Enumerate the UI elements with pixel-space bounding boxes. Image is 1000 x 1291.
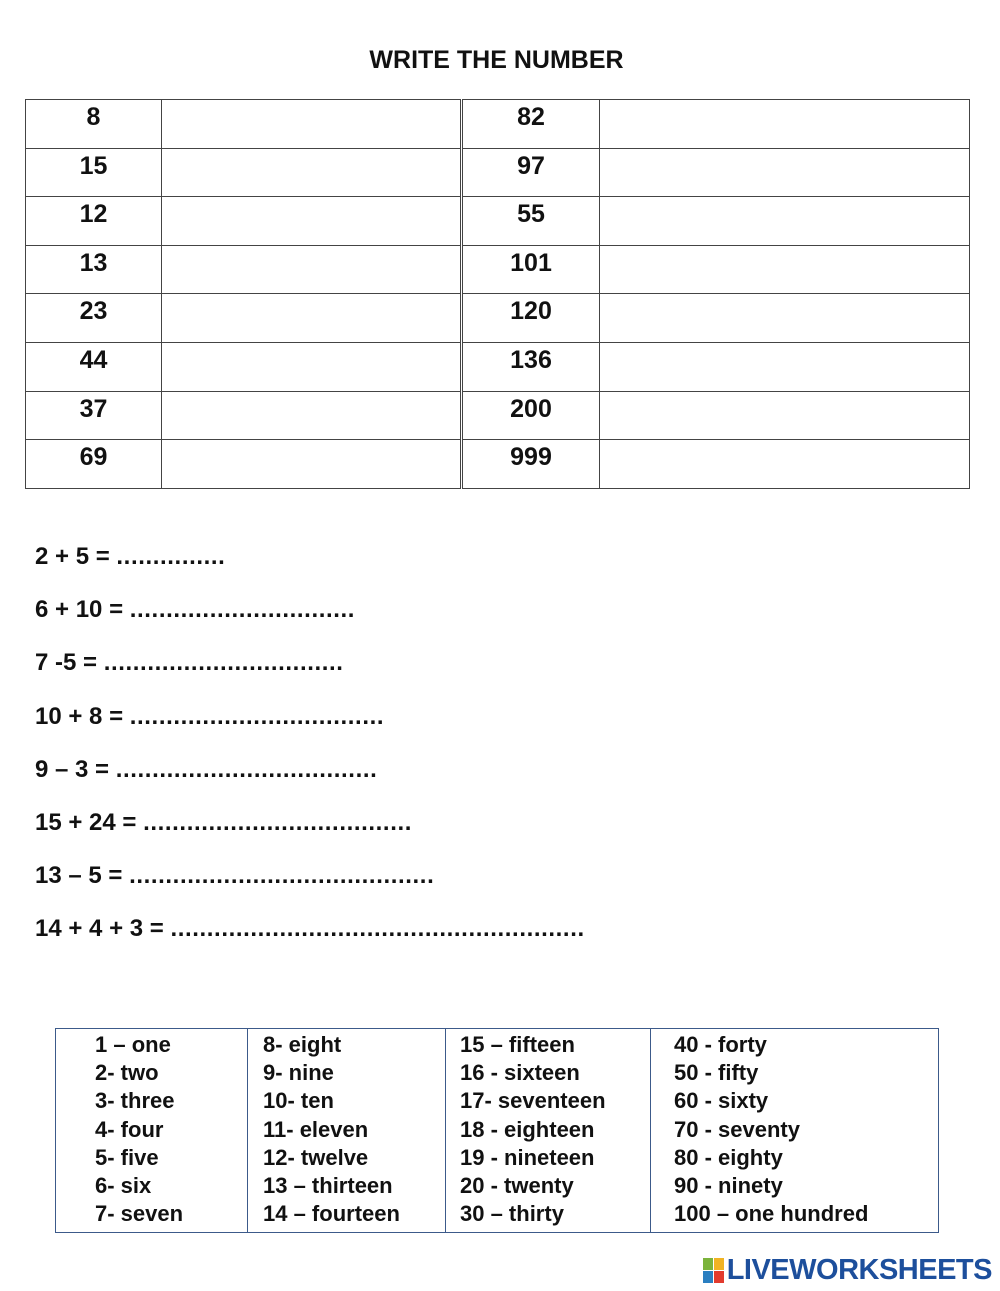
table-row bbox=[26, 100, 461, 149]
number-cell: 101 bbox=[463, 245, 600, 294]
number-cell: 13 bbox=[26, 245, 162, 294]
table-row bbox=[26, 245, 461, 294]
number-cell: 136 bbox=[463, 342, 600, 391]
table-row bbox=[463, 440, 970, 489]
answer-cell[interactable] bbox=[162, 100, 461, 149]
reference-item: 15 – fifteen bbox=[460, 1032, 575, 1057]
equation bbox=[35, 649, 585, 702]
reference-item: 13 – thirteen bbox=[263, 1173, 393, 1199]
equation bbox=[35, 756, 585, 809]
reference-item: 80 - eighty bbox=[674, 1144, 783, 1170]
equation bbox=[35, 703, 585, 756]
reference-column bbox=[651, 1029, 939, 1233]
answer-cell[interactable] bbox=[162, 294, 461, 343]
reference-item: 40 - forty bbox=[674, 1032, 767, 1057]
reference-item: 16 - sixteen bbox=[460, 1060, 580, 1086]
logo-text: LIVEWORKSHEETS bbox=[726, 1254, 992, 1286]
answer-cell[interactable] bbox=[600, 148, 970, 197]
answer-cell[interactable] bbox=[600, 342, 970, 391]
reference-column bbox=[446, 1029, 651, 1233]
equation bbox=[35, 596, 585, 649]
number-cell: 120 bbox=[463, 294, 600, 343]
reference-item: 8- eight bbox=[263, 1032, 342, 1057]
number-cell: 8 bbox=[26, 100, 162, 149]
answer-cell[interactable] bbox=[600, 391, 970, 440]
number-cell: 200 bbox=[463, 391, 600, 440]
table-row bbox=[26, 342, 461, 391]
reference-item: 12- twelve bbox=[263, 1144, 369, 1170]
answer-cell[interactable] bbox=[600, 197, 970, 246]
number-words-reference bbox=[55, 1028, 939, 1233]
equation-expression: 14 + 4 + 3 = bbox=[35, 915, 171, 943]
answer-cell[interactable] bbox=[162, 197, 461, 246]
reference-item: 50 - fifty bbox=[674, 1060, 759, 1086]
reference-item: 5- five bbox=[95, 1144, 159, 1170]
number-cell: 12 bbox=[26, 197, 162, 246]
number-cell: 999 bbox=[463, 440, 600, 489]
answer-cell[interactable] bbox=[162, 342, 461, 391]
answer-cell[interactable] bbox=[600, 294, 970, 343]
reference-item: 60 - sixty bbox=[674, 1088, 769, 1114]
reference-item: 19 - nineteen bbox=[460, 1144, 595, 1170]
reference-item: 20 - twenty bbox=[460, 1173, 574, 1199]
table-row bbox=[26, 197, 461, 246]
reference-item: 1 – one bbox=[95, 1032, 171, 1057]
reference-item: 10- ten bbox=[263, 1088, 334, 1114]
equation-expression: 6 + 10 = bbox=[35, 596, 130, 624]
table-row bbox=[463, 245, 970, 294]
answer-cell[interactable] bbox=[162, 440, 461, 489]
reference-item: 4- four bbox=[95, 1116, 164, 1142]
table-row bbox=[26, 391, 461, 440]
equation-expression: 7 -5 = bbox=[35, 649, 104, 677]
equation-expression: 13 – 5 = bbox=[35, 862, 130, 890]
reference-column bbox=[56, 1029, 248, 1233]
answer-cell[interactable] bbox=[600, 245, 970, 294]
answer-cell[interactable] bbox=[162, 391, 461, 440]
equation bbox=[35, 543, 585, 596]
answer-blank[interactable]: ......................................................... bbox=[170, 915, 585, 943]
reference-item: 3- three bbox=[95, 1088, 175, 1114]
equation-expression: 15 + 24 = bbox=[35, 808, 144, 836]
number-cell: 44 bbox=[26, 342, 162, 391]
answer-cell[interactable] bbox=[162, 245, 461, 294]
reference-item: 18 - eighteen bbox=[460, 1116, 595, 1142]
reference-item: 90 - ninety bbox=[674, 1173, 783, 1199]
table-row bbox=[26, 148, 461, 197]
worksheet-title: WRITE THE NUMBER bbox=[369, 46, 624, 74]
reference-item: 14 – fourteen bbox=[263, 1201, 400, 1227]
answer-blank[interactable]: .......................................... bbox=[129, 862, 435, 890]
number-cell: 23 bbox=[26, 294, 162, 343]
answer-cell[interactable] bbox=[600, 440, 970, 489]
answer-blank[interactable]: ............... bbox=[116, 543, 226, 570]
equations-list bbox=[35, 543, 585, 969]
answer-cell[interactable] bbox=[600, 100, 970, 149]
number-cell: 37 bbox=[26, 391, 162, 440]
reference-item: 17- seventeen bbox=[460, 1088, 606, 1114]
number-cell: 97 bbox=[463, 148, 600, 197]
number-cell: 82 bbox=[463, 100, 600, 149]
table-row bbox=[463, 197, 970, 246]
number-cell: 15 bbox=[26, 148, 162, 197]
reference-item: 100 – one hundred bbox=[674, 1201, 869, 1227]
equation-expression: 9 – 3 = bbox=[35, 755, 116, 783]
reference-item: 2- two bbox=[95, 1060, 159, 1086]
answer-blank[interactable]: .................................... bbox=[115, 755, 378, 783]
table-row bbox=[463, 294, 970, 343]
equation bbox=[35, 862, 585, 915]
answer-cell[interactable] bbox=[162, 148, 461, 197]
answer-blank[interactable]: ................................... bbox=[129, 702, 385, 730]
reference-item: 30 – thirty bbox=[460, 1201, 564, 1227]
numbers-table-left bbox=[25, 99, 461, 489]
reference-item: 70 - seventy bbox=[674, 1116, 800, 1142]
reference-item: 6- six bbox=[95, 1173, 152, 1199]
liveworksheets-logo bbox=[703, 1254, 992, 1287]
answer-blank[interactable]: ............................... bbox=[129, 596, 356, 624]
reference-item: 7- seven bbox=[95, 1201, 184, 1227]
numbers-table-right bbox=[462, 99, 970, 489]
number-cell: 69 bbox=[26, 440, 162, 489]
logo-mark-icon bbox=[703, 1258, 724, 1283]
equation-expression: 10 + 8 = bbox=[35, 702, 130, 730]
reference-item: 11- eleven bbox=[263, 1116, 369, 1142]
answer-blank[interactable]: ................................. bbox=[103, 649, 344, 677]
equation bbox=[35, 809, 585, 862]
reference-item: 9- nine bbox=[263, 1060, 334, 1086]
table-row bbox=[463, 148, 970, 197]
table-row bbox=[463, 100, 970, 149]
table-row bbox=[463, 391, 970, 440]
table-row bbox=[26, 440, 461, 489]
number-cell: 55 bbox=[463, 197, 600, 246]
equation-expression: 2 + 5 = bbox=[35, 543, 117, 570]
reference-column bbox=[248, 1029, 446, 1233]
answer-blank[interactable]: ..................................... bbox=[143, 808, 413, 836]
table-row bbox=[463, 342, 970, 391]
table-row bbox=[26, 294, 461, 343]
equation bbox=[35, 915, 585, 968]
